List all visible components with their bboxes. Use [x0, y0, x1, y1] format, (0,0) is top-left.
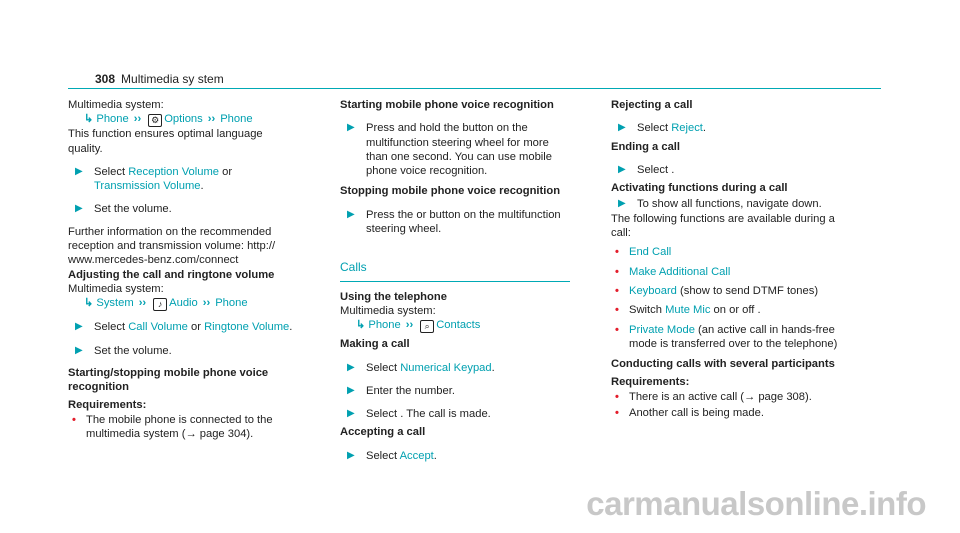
page-number: 308	[95, 72, 116, 86]
header-divider	[68, 88, 881, 89]
step-text: Select	[637, 122, 672, 135]
step	[340, 208, 570, 237]
options-icon: ⚙	[148, 114, 162, 127]
step-text: Set the volume.	[94, 203, 172, 216]
path-item[interactable]: Options	[164, 113, 203, 126]
chevron-right-icon: ››	[207, 113, 216, 126]
step	[340, 384, 570, 398]
heading: Adjusting the call and ringtone volume	[68, 268, 275, 281]
step-text: or	[187, 321, 205, 334]
requirements-heading: Requirements:	[611, 376, 690, 389]
step-arrow-icon: ▶	[75, 321, 83, 333]
step: ▶ Select Numerical Keypad.	[347, 361, 495, 374]
bullet	[611, 323, 851, 352]
step-arrow-icon: ▶	[618, 198, 626, 210]
chevron-right-icon: ››	[138, 297, 147, 310]
heading: Rejecting a call	[611, 99, 693, 111]
menu-path-2	[68, 296, 298, 311]
option-link[interactable]: Keyboard	[629, 284, 677, 297]
option-link[interactable]: Reject	[671, 122, 703, 135]
step-text: Press and hold the button on the multifunction steering wheel for more than one second. You can use mobile phone voice recognition.	[366, 122, 552, 178]
step-text: Select	[366, 449, 400, 462]
step-text: or	[219, 165, 233, 178]
bullet	[611, 303, 851, 317]
bullet-dot: •	[615, 323, 619, 336]
heading: Starting mobile phone voice recognition	[340, 99, 554, 111]
step-arrow-icon: ▶	[75, 203, 83, 215]
path-item[interactable]: Contacts	[436, 319, 481, 332]
step	[340, 121, 570, 178]
description: This function ensures optimal language quality.	[68, 128, 263, 155]
step: ▶ Select Reject.	[618, 122, 707, 135]
step-text: Set the volume.	[94, 344, 172, 357]
bullet	[611, 390, 851, 404]
bullet	[611, 406, 851, 420]
requirements-heading: Requirements:	[68, 399, 147, 412]
chevron-right-icon: ››	[405, 319, 414, 332]
intro-text: Multimedia system:	[68, 99, 164, 111]
step: ▶ Select Reception Volume or Transmission Volume.	[75, 165, 233, 193]
option-link[interactable]: End Call	[629, 246, 672, 259]
further-info: Further information on the recommended reception and transmission volume: http:// www.mercedes-benz.com/connect	[68, 225, 276, 267]
step: ▶ Select Call Volume or Ringtone Volume.	[75, 321, 293, 334]
heading: Conducting calls with several participants	[611, 358, 835, 371]
page-header	[95, 72, 224, 86]
step-arrow-icon: ▶	[347, 449, 355, 461]
step-arrow-icon: ▶	[347, 122, 355, 134]
step	[68, 344, 298, 358]
step-arrow-icon: ▶	[347, 208, 355, 220]
page-title: Multimedia sy stem	[121, 72, 224, 86]
step: ▶ Select Accept.	[347, 449, 437, 462]
step-text: Select	[94, 165, 129, 178]
bullet-text: (an active call in hands-free mode is transferred over to the telephone)	[629, 323, 838, 350]
bullet-dot: •	[72, 413, 76, 426]
step	[611, 197, 851, 211]
step	[340, 407, 570, 421]
bullet-text: The mobile phone is connected to the multimedia system (→ page 304).	[86, 413, 273, 441]
step-text: Enter the number.	[366, 384, 455, 397]
chevron-right-icon: ››	[133, 113, 142, 126]
step-arrow-icon: ▶	[347, 361, 355, 373]
path-item[interactable]: Phone	[96, 113, 129, 126]
path-arrow-icon: ↳	[84, 113, 94, 126]
step-arrow-icon: ▶	[75, 165, 83, 177]
audio-icon: ♪	[153, 298, 167, 311]
path-arrow-icon: ↳	[356, 319, 366, 332]
intro-text: Multimedia system:	[340, 304, 436, 317]
bullet-dot: •	[615, 304, 619, 317]
step-arrow-icon: ▶	[618, 122, 626, 134]
step-arrow-icon: ▶	[75, 344, 83, 356]
bullet-text: There is an active call (→ page 308).	[629, 390, 812, 403]
step-arrow-icon: ▶	[347, 408, 355, 420]
step-arrow-icon: ▶	[618, 163, 626, 175]
column-2	[340, 98, 570, 463]
step-text: Press the or button on the multifunction steering wheel.	[366, 208, 561, 236]
intro-text: Multimedia system:	[68, 282, 164, 295]
menu-path-3	[340, 318, 570, 333]
heading: Starting/stopping mobile phone voice recognition	[68, 366, 269, 394]
heading: Activating functions during a call	[611, 182, 788, 195]
bullet-dot: •	[615, 265, 619, 278]
heading: Ending a call	[611, 140, 681, 153]
option-link[interactable]: Call Volume	[128, 321, 188, 334]
search-icon: ⌕	[420, 320, 434, 333]
path-item[interactable]: Phone	[368, 319, 401, 332]
option-link[interactable]: Accept	[399, 449, 434, 462]
step-text: Select . The call is made.	[366, 408, 491, 421]
menu-path-1	[68, 112, 298, 127]
column-3	[611, 98, 851, 420]
path-item[interactable]: System	[96, 297, 134, 310]
step	[611, 163, 851, 177]
option-link[interactable]: Mute Mic	[665, 304, 711, 317]
option-link[interactable]: Reception Volume	[128, 165, 220, 178]
watermark: carmanualsonline.info	[586, 485, 926, 522]
heading: Stopping mobile phone voice recognition	[340, 185, 561, 198]
step-arrow-icon: ▶	[347, 384, 355, 396]
heading: Making a call	[340, 338, 410, 351]
option-link[interactable]: Private Mode	[629, 323, 695, 336]
heading: Using the telephone	[340, 290, 447, 303]
step-text: To show all functions, navigate down.	[637, 198, 822, 211]
bullet-dot: •	[615, 407, 619, 420]
section-title: Calls	[340, 260, 570, 281]
bullet-text: Switch	[629, 304, 666, 317]
option-link[interactable]: Make Additional Call	[629, 265, 731, 278]
bullet-text: Another call is being made.	[629, 407, 764, 420]
bullet-dot: •	[615, 246, 619, 259]
path-item[interactable]: Phone	[215, 297, 248, 310]
path-item[interactable]: Phone	[220, 113, 253, 126]
path-arrow-icon: ↳	[84, 297, 94, 310]
bullet	[611, 284, 851, 298]
column-1	[68, 98, 298, 441]
step-text: Select .	[637, 163, 675, 176]
chevron-right-icon: ››	[202, 297, 211, 310]
option-link[interactable]: Transmission Volume	[94, 180, 201, 193]
bullet	[68, 413, 298, 442]
bullet-text: on or off .	[710, 304, 761, 317]
bullet-dot: •	[615, 284, 619, 297]
path-item[interactable]: Audio	[169, 297, 198, 310]
bullet	[611, 245, 851, 259]
heading: Accepting a call	[340, 426, 426, 439]
bullet-text: (show to send DTMF tones)	[676, 284, 819, 297]
option-link[interactable]: Numerical Keypad	[400, 361, 492, 374]
bullet-dot: •	[615, 390, 619, 403]
step-text: Select	[366, 361, 401, 374]
step-text: Select	[94, 321, 129, 334]
step	[68, 202, 298, 216]
option-link[interactable]: Ringtone Volume	[204, 321, 290, 334]
description: The following functions are available during a call:	[611, 212, 835, 240]
bullet	[611, 265, 851, 279]
